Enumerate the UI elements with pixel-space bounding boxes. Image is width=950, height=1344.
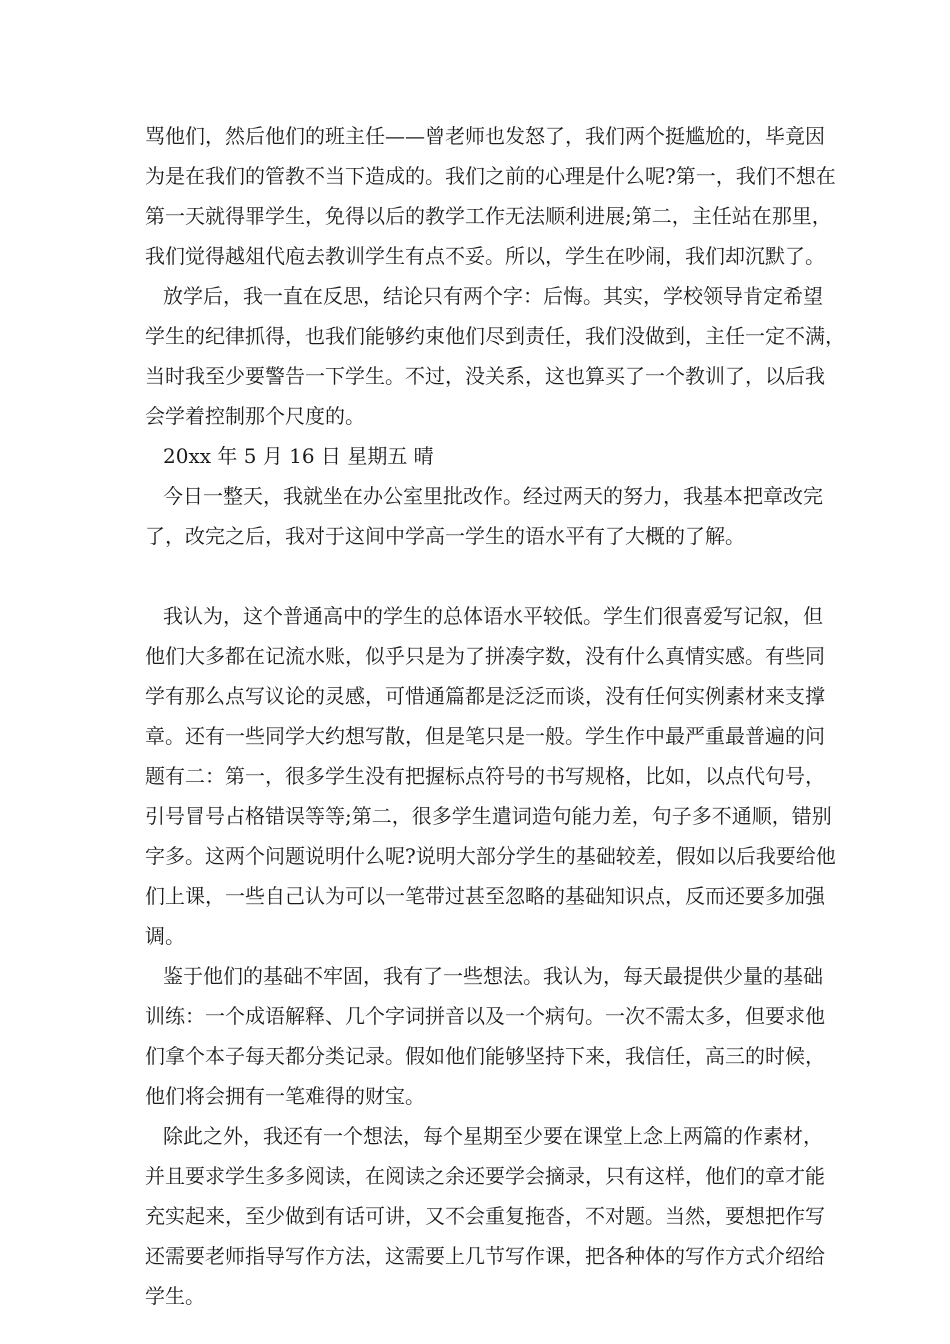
text-line: 放学后，我一直在反思，结论只有两个字：后悔。其实，学校领导肯定希望 — [163, 284, 823, 308]
text-line: 他们将会拥有一笔难得的财宝。 — [145, 1084, 425, 1108]
blank-line — [145, 556, 820, 596]
date-line: 20xx 年 5 月 16 日 星期五 晴 — [163, 444, 434, 468]
text-line: 第一天就得罪学生，免得以后的教学工作无法顺利进展;第二，主任站在那里， — [145, 204, 832, 228]
text-line: 学有那么点写议论的灵感，可惜通篇都是泛泛而谈，没有任何实例素材来支撑 — [145, 684, 825, 708]
text-line: 他们大多都在记流水账，似乎只是为了拼凑字数，没有什么真情实感。有些同 — [145, 644, 825, 668]
text-line: 充实起来，至少做到有话可讲，又不会重复拖沓，不对题。当然，要想把作写 — [145, 1204, 825, 1228]
date-heading — [145, 436, 820, 476]
text-line: 们拿个本子每天都分类记录。假如他们能够坚持下来，我信任，高三的时候， — [145, 1044, 825, 1068]
text-line: 题有二：第一，很多学生没有把握标点符号的书写规格，比如，以点代句号， — [145, 764, 825, 788]
text-line: 学生的纪律抓得，也我们能够约束他们尽到责任，我们没做到，主任一定不满， — [145, 324, 845, 348]
paragraph-3 — [145, 476, 823, 556]
text-line: 为是在我们的管教不当下造成的。我们之前的心理是什么呢?第一，我们不想在 — [145, 164, 836, 188]
text-line: 引号冒号占格错误等等;第二，很多学生遣词造句能力差，句子多不通顺，错别 — [145, 804, 832, 828]
text-line: 章。还有一些同学大约想写散，但是笔只是一般。学生作中最严重最普遍的问 — [145, 724, 825, 748]
text-line: 还需要老师指导写作方法，这需要上几节写作课，把各种体的写作方式介绍给 — [145, 1244, 825, 1268]
text-line: 我认为，这个普通高中的学生的总体语水平较低。学生们很喜爱写记叙，但 — [163, 604, 823, 628]
text-line: 字多。这两个问题说明什么呢?说明大部分学生的基础较差，假如以后我要给他 — [145, 844, 836, 868]
text-line: 今日一整天，我就坐在办公室里批改作。经过两天的努力，我基本把章改完 — [163, 484, 823, 508]
text-line: 们上课，一些自己认为可以一笔带过甚至忽略的基础知识点，反而还要多加强 — [145, 884, 825, 908]
text-line: 训练：一个成语解释、几个字词拼音以及一个病句。一次不需太多，但要求他 — [145, 1004, 825, 1028]
paragraph-5 — [145, 956, 825, 1116]
text-line: 当时我至少要警告一下学生。不过，没关系，这也算买了一个教训了，以后我 — [145, 364, 825, 388]
text-line: 会学着控制那个尺度的。 — [145, 404, 365, 428]
paragraph-2 — [145, 276, 845, 436]
text-line: 调。 — [145, 924, 185, 948]
text-line: 鉴于他们的基础不牢固，我有了一些想法。我认为，每天最提供少量的基础 — [163, 964, 823, 988]
text-line: 我们觉得越俎代庖去教训学生有点不妥。所以，学生在吵闹，我们却沉默了。 — [145, 244, 825, 268]
text-line: 骂他们，然后他们的班主任——曾老师也发怒了，我们两个挺尴尬的，毕竟因 — [145, 124, 825, 148]
paragraph-1 — [145, 116, 836, 276]
text-line: 学生。 — [145, 1284, 205, 1308]
paragraph-4 — [145, 596, 836, 956]
paragraph-6 — [145, 1116, 825, 1316]
document-body — [145, 116, 845, 1316]
text-line: 了，改完之后，我对于这间中学高一学生的语水平有了大概的了解。 — [145, 524, 745, 548]
text-line: 除此之外，我还有一个想法，每个星期至少要在课堂上念上两篇的作素材， — [163, 1124, 823, 1148]
text-line: 并且要求学生多多阅读，在阅读之余还要学会摘录，只有这样，他们的章才能 — [145, 1164, 825, 1188]
